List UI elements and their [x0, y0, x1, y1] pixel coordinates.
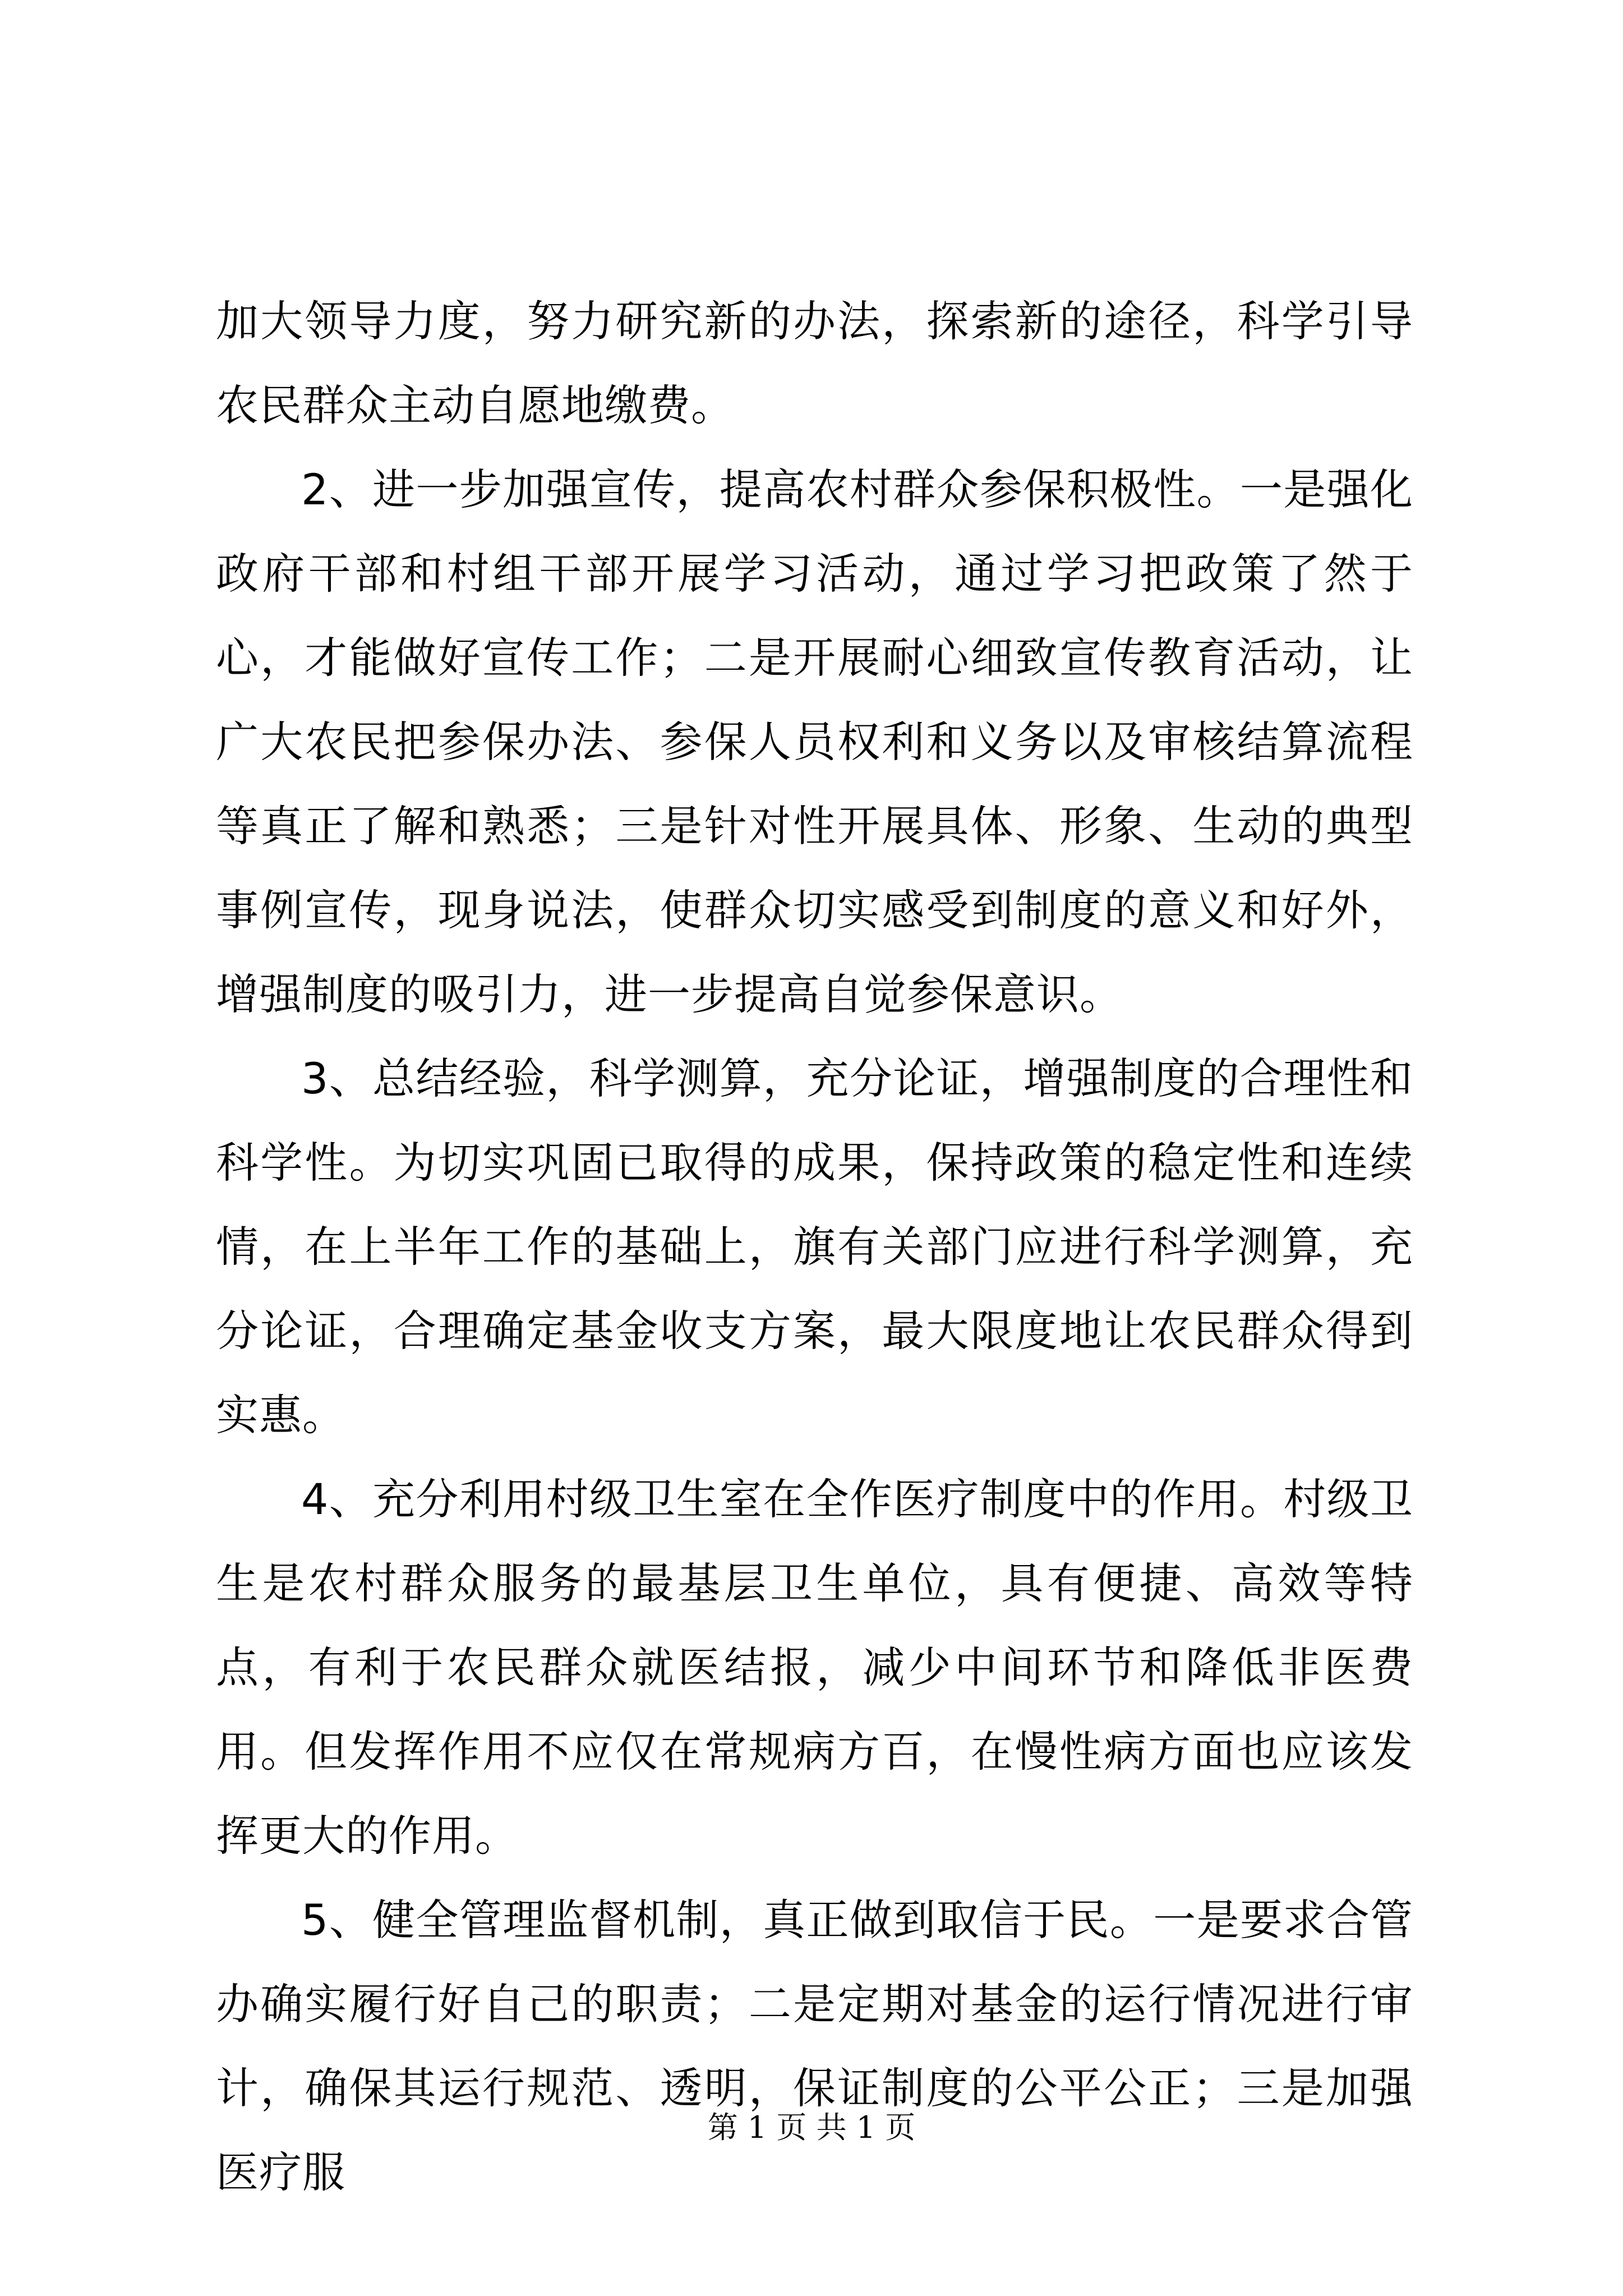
- paragraph-item-4: 4、充分利用村级卫生室在全作医疗制度中的作用。村级卫生是农村群众服务的最基层卫生单位，具有便捷、高效等特点，有利于农民群众就医结报，减少中间环节和降低非医费用。但发挥作用不应仅在常规病方百，在慢性病方面也应该发挥更大的作用。: [216, 1474, 1413, 1861]
- paragraph-item-3: 3、总结经验，科学测算，充分论证，增强制度的合理性和科学性。为切实巩固已取得的成果，保持政策的稳定性和连续情，在上半年工作的基础上，旗有关部门应进行科学测算，充分论证，合理确定基金收支方案，最大限度地让农民群众得到实惠。: [216, 1053, 1413, 1440]
- paragraph-continuation: 加大领导力度，努力研究新的办法，探索新的途径，科学引导农民群众主动自愿地缴费。: [216, 296, 1413, 430]
- paragraph-item-2: 2、进一步加强宣传，提高农村群众参保积极性。一是强化政府干部和村组干部开展学习活动，通过学习把政策了然于心，才能做好宣传工作；二是开展耐心细致宣传教育活动，让广大农民把参保办法、参保人员权利和义务以及审核结算流程等真正了解和熟悉；三是针对性开展具体、形象、生动的典型事例宣传，现身说法，使群众切实感受到制度的意义和好外，增强制度的吸引力，进一步提高自觉参保意识。: [216, 464, 1413, 1019]
- page-footer: 第 1 页 共 1 页: [707, 2110, 916, 2145]
- paragraph-item-5: 5、健全管理监督机制，真正做到取信于民。一是要求合管办确实履行好自己的职责；二是定期对基金的运行情况进行审计，确保其运行规范、透明，保证制度的公平公正；三是加强医疗服: [216, 1895, 1413, 2197]
- document-body: [216, 279, 1413, 2215]
